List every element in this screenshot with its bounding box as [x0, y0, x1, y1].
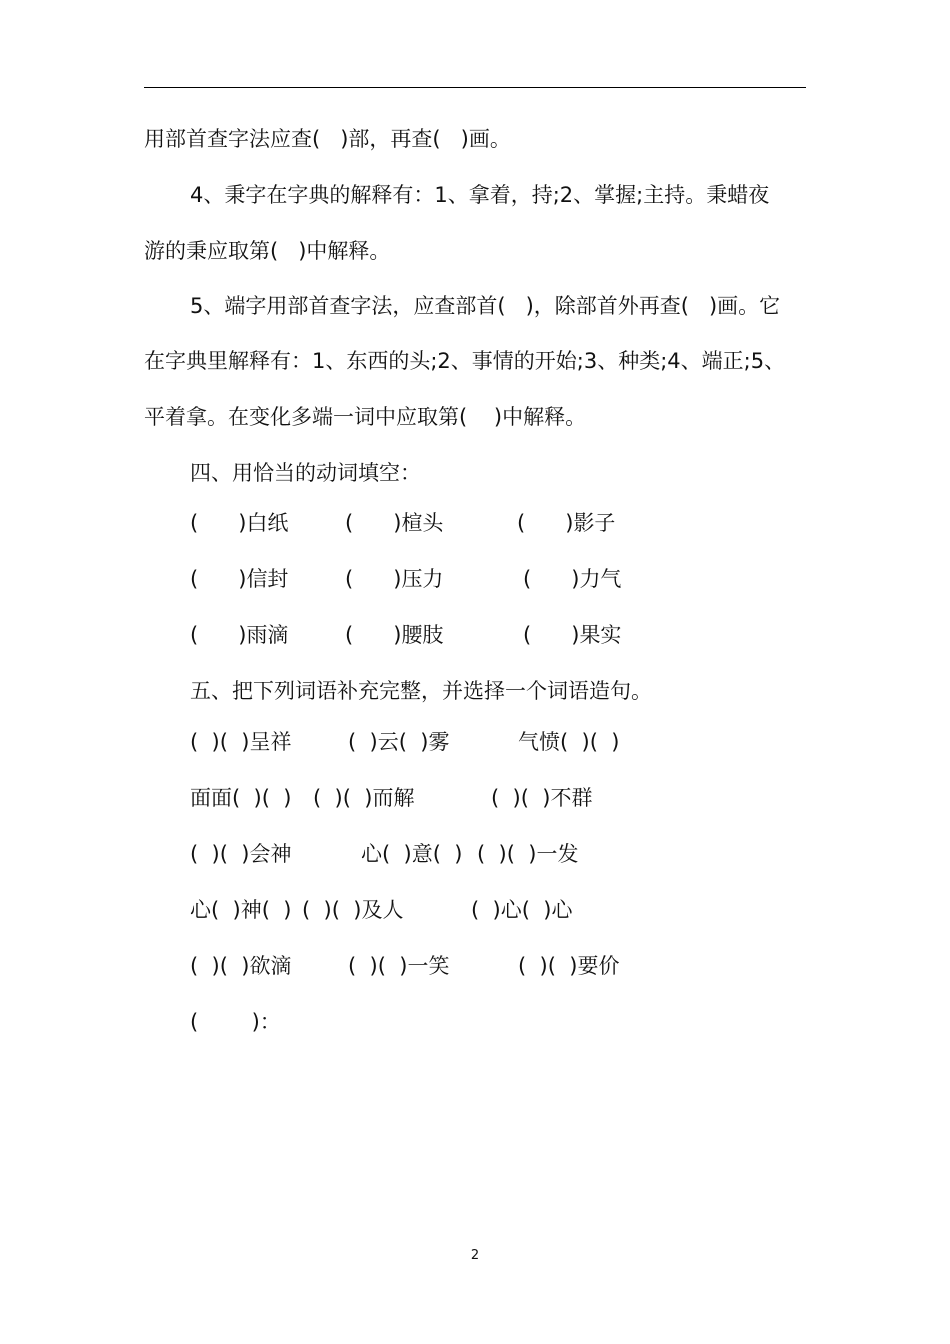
s5-item: ( )心( )心 — [471, 898, 573, 922]
q5-line-1: 5、端字用部首查字法，应查部首( )，除部首外再查( )画。它 — [190, 294, 781, 318]
s5-item: 气愤( )( ) — [518, 730, 620, 754]
header-rule — [144, 87, 806, 88]
s5-item: ( )( )及人 — [302, 898, 404, 922]
q4-line-1: 4、秉字在字典的解释有：1、拿着，持;2、掌握;主持。秉蜡夜 — [190, 183, 770, 207]
s4-item: ( )果实 — [523, 623, 622, 647]
s5-item: 心( )神( ) — [190, 898, 292, 922]
q5-line-2: 在字典里解释有：1、东西的头;2、事情的开始;3、种类;4、端正;5、 — [144, 349, 786, 373]
s4-item: ( )白纸 — [190, 511, 289, 535]
s4-item: ( )压力 — [345, 567, 444, 591]
s5-item: ( )( )会神 — [190, 842, 292, 866]
s4-item: ( )力气 — [523, 567, 622, 591]
s5-item: ( )( )而解 — [313, 786, 415, 810]
s4-item: ( )信封 — [190, 567, 289, 591]
s5-item: ( )( )一发 — [477, 842, 579, 866]
s5-item: ( )云( )雾 — [348, 730, 450, 754]
page-number: 2 — [470, 1248, 480, 1263]
s5-item: 心( )意( ) — [361, 842, 463, 866]
s5-item: ( )( )一笑 — [348, 954, 450, 978]
section-5-title: 五、把下列词语补充完整，并选择一个词语造句。 — [190, 679, 652, 703]
sentence-answer-blank: ( )： — [190, 1010, 281, 1034]
q3-tail-text: 用部首查字法应查( )部，再查( )画。 — [144, 127, 511, 151]
s5-item: ( )( )呈祥 — [190, 730, 292, 754]
q5-line-3: 平着拿。在变化多端一词中应取第( )中解释。 — [144, 405, 587, 429]
s4-item: ( )腰肢 — [345, 623, 444, 647]
s5-item: ( )( )要价 — [518, 954, 620, 978]
s5-item: ( )( )不群 — [491, 786, 593, 810]
s5-item: 面面( )( ) — [190, 786, 292, 810]
s4-item: ( )楦头 — [345, 511, 444, 535]
s4-item: ( )影子 — [517, 511, 616, 535]
q4-line-2: 游的秉应取第( )中解释。 — [144, 239, 391, 263]
s5-item: ( )( )欲滴 — [190, 954, 292, 978]
s4-item: ( )雨滴 — [190, 623, 289, 647]
section-4-title: 四、用恰当的动词填空： — [190, 461, 421, 485]
